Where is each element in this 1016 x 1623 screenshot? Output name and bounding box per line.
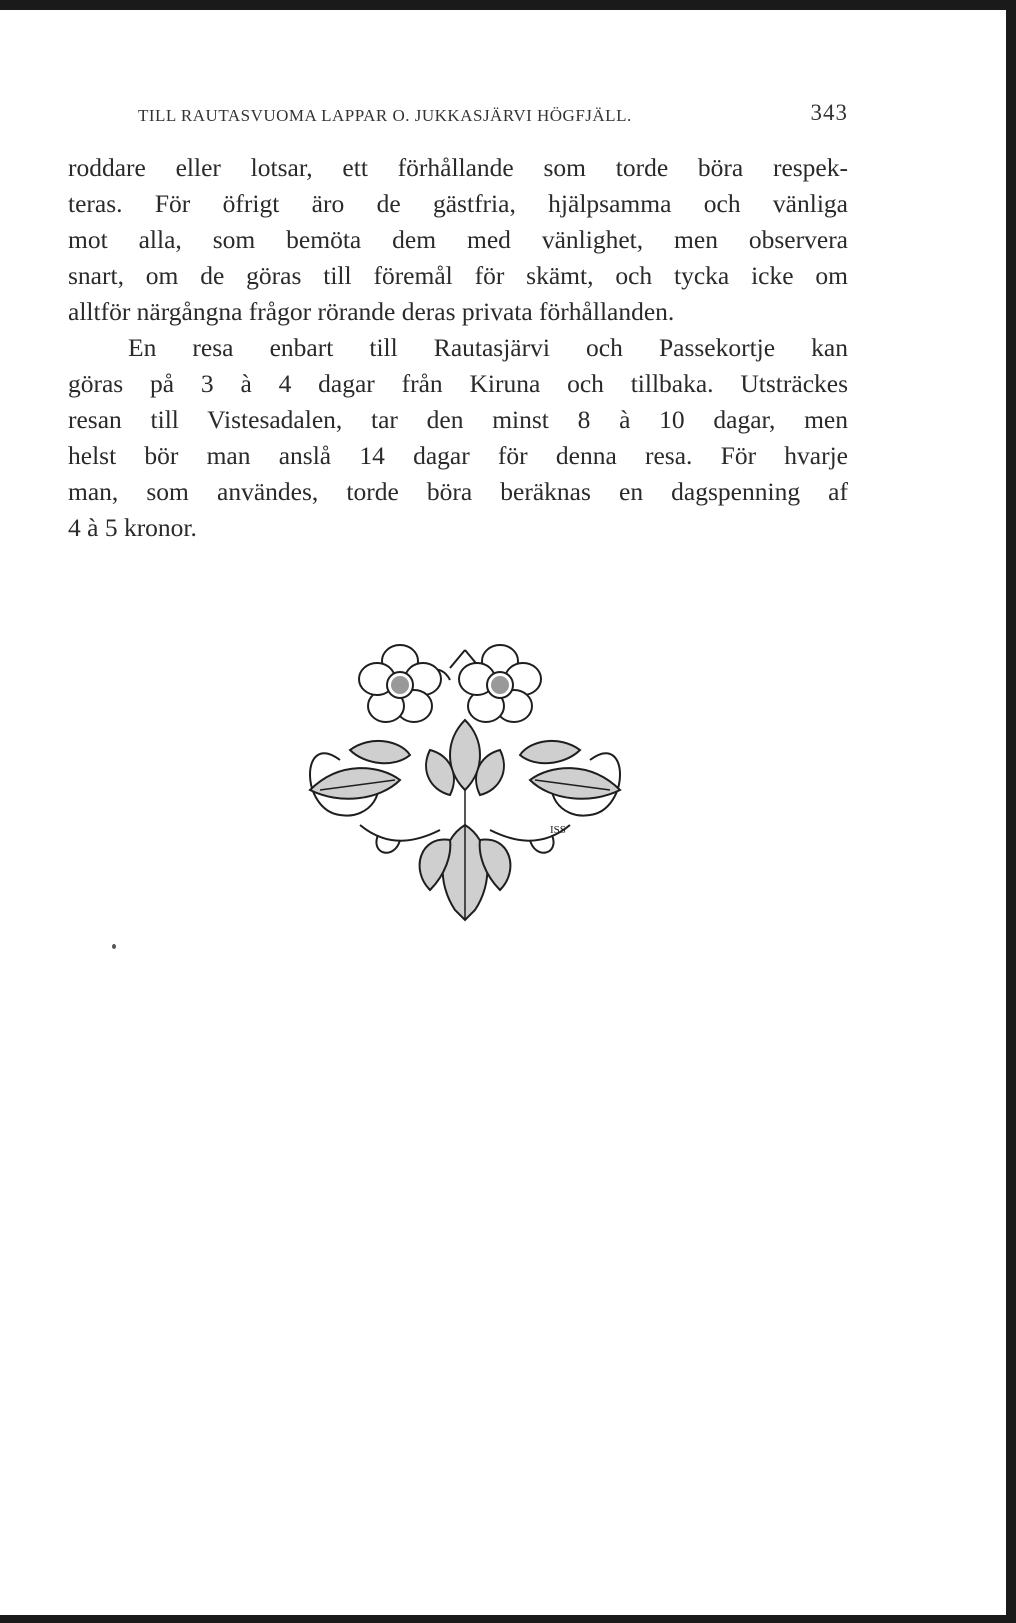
ornament-monogram: ISS: [550, 824, 566, 836]
text-line: man, som användes, torde böra beräknas en dagspenning af: [68, 477, 848, 506]
running-head: TILL RAUTASVUOMA LAPPAR O. JUKKASJÄRVI HÖGFJÄLL.: [138, 106, 632, 125]
text-line: helst bör man anslå 14 dagar för denna resa. För hvarje: [68, 441, 848, 470]
scan-border-top: [0, 0, 1016, 10]
scan-border-right: [1006, 0, 1016, 1623]
text-line: snart, om de göras till föremål för skämt, och tycka icke om: [68, 261, 848, 290]
text-line: roddare eller lotsar, ett förhållande som torde böra respek-: [68, 153, 848, 182]
body-text: [68, 150, 848, 546]
page-header: [138, 100, 848, 130]
scan-speck: [112, 944, 116, 949]
text-line: teras. För öfrigt äro de gästfria, hjälpsamma och vänliga: [68, 189, 848, 218]
text-line: En resa enbart till Rautasjärvi och Passekortje kan: [128, 333, 848, 362]
page-number: 343: [810, 100, 848, 125]
text-line: alltför närgångna frågor rörande deras privata förhållanden.: [68, 297, 675, 326]
scan-border-bottom: [0, 1615, 1016, 1623]
text-line: göras på 3 à 4 dagar från Kiruna och tillbaka. Utsträckes: [68, 369, 848, 398]
text-line: 4 à 5 kronor.: [68, 513, 197, 542]
text-line: mot alla, som bemöta dem med vänlighet, men observera: [68, 225, 848, 254]
floral-vignette-icon: [300, 640, 630, 940]
text-line: resan till Vistesadalen, tar den minst 8 à 10 dagar, men: [68, 405, 848, 434]
